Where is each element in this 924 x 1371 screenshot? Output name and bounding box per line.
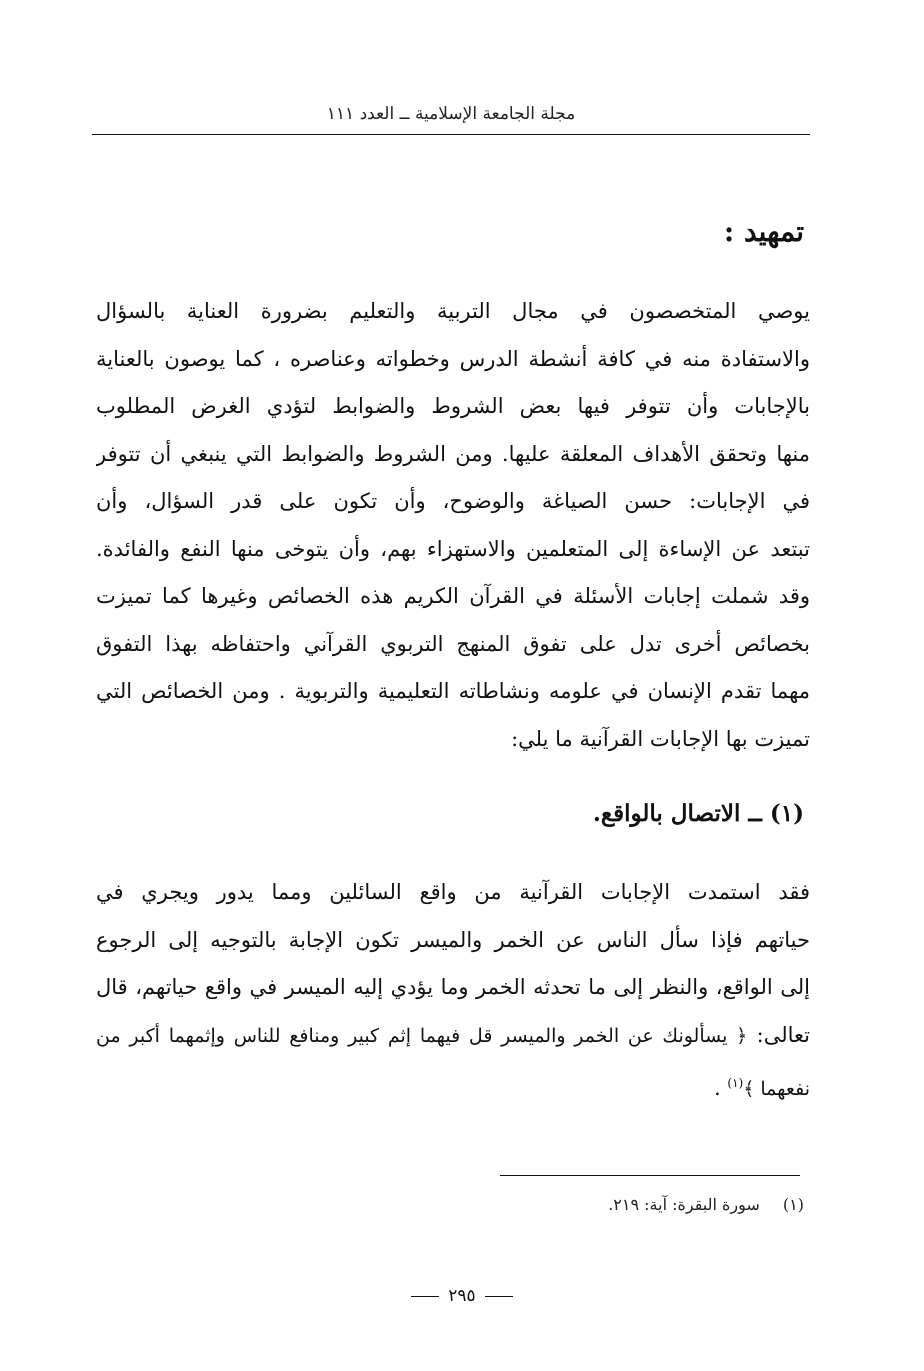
paragraph-line: بالإجابات وأن تتوفر فيها بعض الشروط والضوابط لتؤدي الغرض المطلوب [96, 394, 810, 418]
footnote-ref[interactable]: (١) [727, 1076, 744, 1090]
quran-line-end-punct: . [714, 1076, 728, 1100]
paragraph-line: تبتعد عن الإساءة إلى المتعلمين والاستهزاء بهم، وأن يتوخى منها النفع والفائدة. [96, 536, 810, 561]
footnote-number: (١) [782, 1195, 804, 1214]
quran-line-end [96, 1060, 810, 1114]
page-number-wrap [0, 1283, 924, 1309]
paragraph-line: بخصائص أخرى تدل على تفوق المنهج التربوي القرآني واحتفاظه بهذا التفوق [96, 631, 810, 656]
section-title: تمهيد : [723, 215, 804, 248]
paragraph-line: تميزت بها الإجابات القرآنية ما يلي: [511, 726, 810, 751]
quran-verse-end: نفعهما ﴾ [743, 1078, 810, 1100]
header-rule [92, 134, 810, 135]
paragraph-intro [96, 288, 810, 763]
running-header: مجلة الجامعة الإسلامية ــ العدد ١١١ [326, 104, 576, 124]
paragraph-line: يوصي المتخصصون في مجال التربية والتعليم بضرورة العناية بالسؤال [96, 299, 810, 323]
paragraph-line: والاستفادة منه في كافة أنشطة الدرس وخطواته وعناصره ، كما يوصون بالعناية [96, 346, 810, 371]
paragraph-line: فقد استمدت الإجابات القرآنية من واقع السائلين ومما يدور ويجري في [96, 880, 810, 904]
quran-line [96, 1012, 810, 1061]
quran-intro: تعالى: [747, 1022, 810, 1047]
paragraph-line: في الإجابات: حسن الصياغة والوضوح، وأن تكون على قدر السؤال، وأن [96, 489, 810, 513]
page-number-dash [411, 1296, 439, 1297]
page-number-dash [485, 1296, 513, 1297]
page-number: ٢٩٥ [448, 1286, 476, 1306]
subheading: (١) ــ الاتصال بالواقع. [592, 800, 804, 827]
footnote-text: سورة البقرة: آية: ٢١٩. [608, 1195, 760, 1214]
footnote-rule [500, 1175, 800, 1176]
quran-verse: ﴿ يسألونك عن الخمر والميسر قل فيهما إثم كبير ومنافع للناس وإثمهما أكبر من [96, 1024, 748, 1047]
paragraph-line: منها وتحقق الأهداف المعلقة عليها. ومن الشروط والضوابط التي ينبغي أن تتوفر [96, 441, 810, 466]
paragraph-line: حياتهم فإذا سأل الناس عن الخمر والميسر تكون الإجابة بالتوجيه إلى الرجوع [96, 927, 810, 952]
paragraph-line: إلى الواقع، والنظر إلى ما تحدثه الخمر وما يؤدي إليه الميسر في واقع حياتهم، قال [96, 975, 810, 999]
paragraph-reality [96, 869, 810, 1114]
paragraph-line: مهما تقدم الإنسان في علومه ونشاطاته التعليمية والتربوية . ومن الخصائص التي [96, 679, 810, 703]
footnote [608, 1192, 804, 1218]
paragraph-line: وقد شملت إجابات الأسئلة في القرآن الكريم هذه الخصائص وغيرها كما تميزت [96, 584, 810, 608]
